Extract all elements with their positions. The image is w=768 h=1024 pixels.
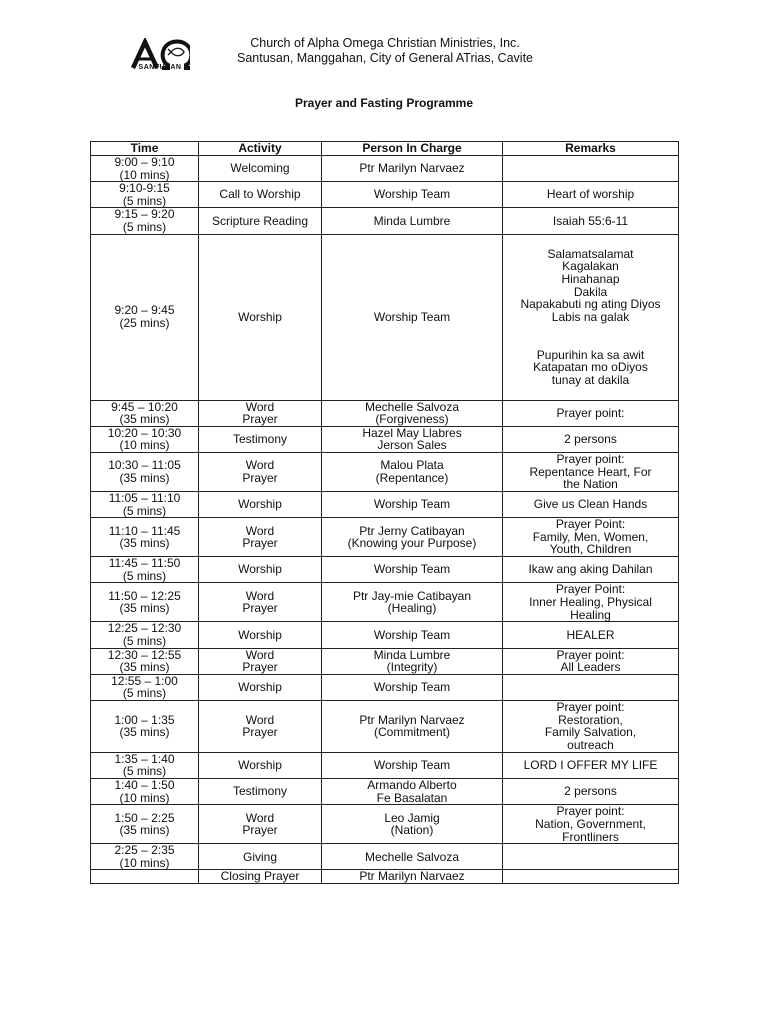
cell-remarks: 2 persons — [503, 779, 679, 805]
cell-remarks: 2 persons — [503, 426, 679, 452]
cell-time: 12:55 – 1:00 (5 mins) — [91, 674, 199, 700]
cell-remarks: Prayer point: All Leaders — [503, 648, 679, 674]
cell-time: 9:00 – 9:10 (10 mins) — [91, 156, 199, 182]
cell-time: 11:05 – 11:10 (5 mins) — [91, 491, 199, 517]
cell-person: Armando Alberto Fe Basalatan — [322, 779, 503, 805]
cell-remarks: HEALER — [503, 622, 679, 648]
cell-activity: Word Prayer — [199, 648, 322, 674]
cell-activity: Worship — [199, 752, 322, 778]
cell-activity: Scripture Reading — [199, 208, 322, 234]
cell-person: Ptr Marilyn Narvaez — [322, 156, 503, 182]
cell-activity: Worship — [199, 491, 322, 517]
cell-time — [91, 870, 199, 884]
cell-activity: Worship — [199, 234, 322, 400]
column-header-activity: Activity — [199, 142, 322, 156]
cell-activity: Testimony — [199, 779, 322, 805]
table-row — [91, 752, 679, 778]
cell-remarks — [503, 870, 679, 884]
cell-activity: Testimony — [199, 426, 322, 452]
table-row — [91, 208, 679, 234]
cell-time: 1:40 – 1:50 (10 mins) — [91, 779, 199, 805]
cell-activity: Giving — [199, 844, 322, 870]
cell-remarks: Isaiah 55:6-11 — [503, 208, 679, 234]
table-row — [91, 426, 679, 452]
page-title: Prayer and Fasting Programme — [294, 96, 474, 110]
cell-remarks: Prayer Point: Inner Healing, Physical Healing — [503, 583, 679, 622]
column-header-remarks: Remarks — [503, 142, 679, 156]
cell-remarks: Prayer point: Repentance Heart, For the Nation — [503, 452, 679, 491]
cell-time: 9:15 – 9:20 (5 mins) — [91, 208, 199, 234]
cell-remarks: Heart of worship — [503, 182, 679, 208]
cell-person: Worship Team — [322, 234, 503, 400]
cell-activity: Worship — [199, 622, 322, 648]
cell-remarks: Prayer point: Restoration, Family Salvation, outreach — [503, 700, 679, 752]
cell-remarks: Prayer point: Nation, Government, Frontliners — [503, 805, 679, 844]
cell-person: Minda Lumbre — [322, 208, 503, 234]
table-row — [91, 583, 679, 622]
cell-time: 11:45 – 11:50 (5 mins) — [91, 557, 199, 583]
cell-activity: Closing Prayer — [199, 870, 322, 884]
cell-person: Worship Team — [322, 491, 503, 517]
organization-address: Santusan, Manggahan, City of General ATrias, Cavite — [237, 51, 533, 65]
cell-remarks — [503, 674, 679, 700]
table-row — [91, 648, 679, 674]
column-header-person: Person In Charge — [322, 142, 503, 156]
cell-time: 1:50 – 2:25 (35 mins) — [91, 805, 199, 844]
cell-person: Worship Team — [322, 674, 503, 700]
cell-person: Leo Jamig (Nation) — [322, 805, 503, 844]
table-row — [91, 491, 679, 517]
cell-activity: Call to Worship — [199, 182, 322, 208]
cell-remarks: LORD I OFFER MY LIFE — [503, 752, 679, 778]
cell-remarks: Prayer Point: Family, Men, Women, Youth, Children — [503, 518, 679, 557]
cell-person: Mechelle Salvoza — [322, 844, 503, 870]
cell-remarks: Give us Clean Hands — [503, 491, 679, 517]
cell-remarks: Salamatsalamat Kagalakan Hinahanap Dakila Napakabuti ng ating Diyos Labis na galak Pupurihin ka sa awit Katapatan mo oDiyos tunay at dakila — [503, 234, 679, 400]
cell-time: 10:20 – 10:30 (10 mins) — [91, 426, 199, 452]
cell-person: Worship Team — [322, 752, 503, 778]
table-row — [91, 700, 679, 752]
table-row — [91, 234, 679, 400]
table-row — [91, 779, 679, 805]
table-header-row — [91, 142, 679, 156]
table-row — [91, 805, 679, 844]
cell-activity: Worship — [199, 674, 322, 700]
cell-person: Hazel May Llabres Jerson Sales — [322, 426, 503, 452]
cell-activity: Word Prayer — [199, 805, 322, 844]
cell-time: 11:10 – 11:45 (35 mins) — [91, 518, 199, 557]
cell-activity: Word Prayer — [199, 400, 322, 426]
table-row — [91, 622, 679, 648]
cell-person: Worship Team — [322, 622, 503, 648]
cell-activity: Word Prayer — [199, 583, 322, 622]
cell-remarks: Prayer point: — [503, 400, 679, 426]
table-row — [91, 518, 679, 557]
cell-person: Ptr Marilyn Narvaez — [322, 870, 503, 884]
cell-time: 1:35 – 1:40 (5 mins) — [91, 752, 199, 778]
table-row — [91, 156, 679, 182]
cell-time: 10:30 – 11:05 (35 mins) — [91, 452, 199, 491]
cell-person: Ptr Marilyn Narvaez (Commitment) — [322, 700, 503, 752]
cell-person: Worship Team — [322, 557, 503, 583]
cell-activity: Word Prayer — [199, 700, 322, 752]
cell-person: Minda Lumbre (Integrity) — [322, 648, 503, 674]
cell-time: 9:45 – 10:20 (35 mins) — [91, 400, 199, 426]
organization-name: Church of Alpha Omega Christian Ministries, Inc. — [250, 36, 520, 50]
table-row — [91, 400, 679, 426]
cell-time: 11:50 – 12:25 (35 mins) — [91, 583, 199, 622]
cell-person: Mechelle Salvoza (Forgiveness) — [322, 400, 503, 426]
cell-activity: Worship — [199, 557, 322, 583]
cell-person: Worship Team — [322, 182, 503, 208]
cell-time: 1:00 – 1:35 (35 mins) — [91, 700, 199, 752]
table-row — [91, 870, 679, 884]
cell-remarks — [503, 844, 679, 870]
table-row — [91, 452, 679, 491]
table-row — [91, 557, 679, 583]
cell-activity: Word Prayer — [199, 518, 322, 557]
organization-header — [200, 36, 570, 66]
column-header-time: Time — [91, 142, 199, 156]
table-row — [91, 844, 679, 870]
cell-person: Malou Plata (Repentance) — [322, 452, 503, 491]
cell-time: 12:30 – 12:55 (35 mins) — [91, 648, 199, 674]
cell-remarks: Ikaw ang aking Dahilan — [503, 557, 679, 583]
cell-time: 9:10-9:15 (5 mins) — [91, 182, 199, 208]
cell-remarks — [503, 156, 679, 182]
programme-table — [90, 141, 679, 884]
cell-activity: Welcoming — [199, 156, 322, 182]
cell-activity: Word Prayer — [199, 452, 322, 491]
logo-wordmark: SANTUSAN — [138, 64, 182, 71]
cell-person: Ptr Jay-mie Catibayan (Healing) — [322, 583, 503, 622]
table-row — [91, 182, 679, 208]
cell-time: 12:25 – 12:30 (5 mins) — [91, 622, 199, 648]
cell-time: 2:25 – 2:35 (10 mins) — [91, 844, 199, 870]
table-row — [91, 674, 679, 700]
cell-person: Ptr Jerny Catibayan (Knowing your Purpose) — [322, 518, 503, 557]
cell-time: 9:20 – 9:45 (25 mins) — [91, 234, 199, 400]
